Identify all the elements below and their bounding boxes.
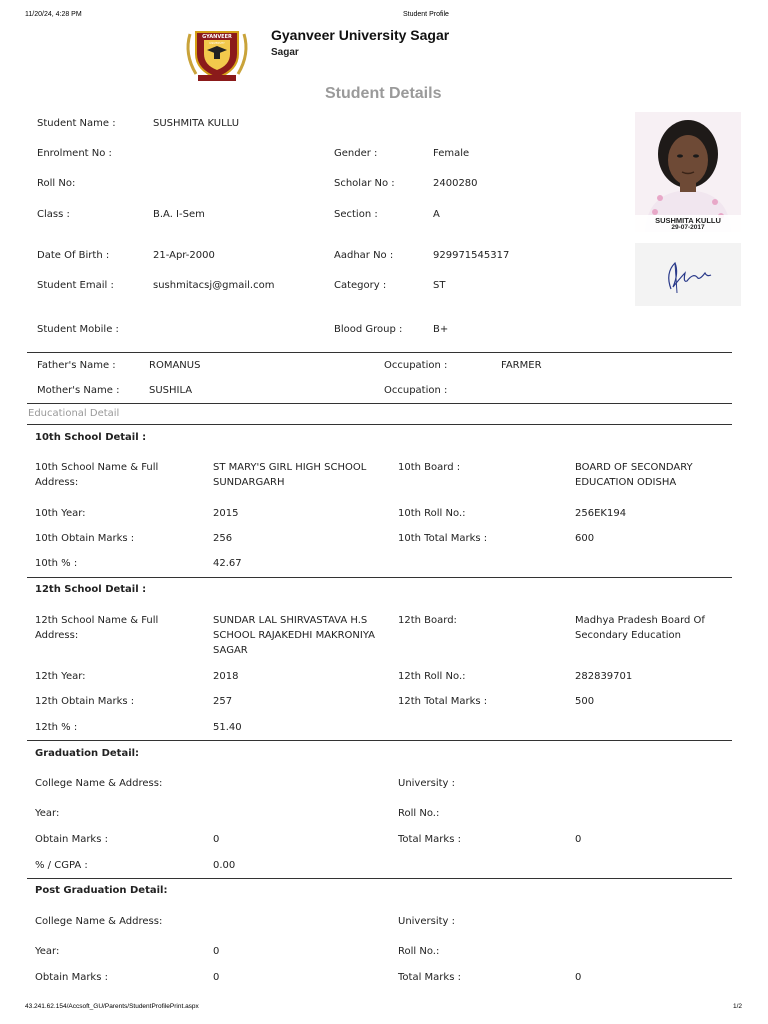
twelfth-school-value: SUNDAR LAL SHIRVASTAVA H.S SCHOOL RAJAKEDHI MAKRONIYA SAGAR (213, 615, 376, 656)
graduation-total-value: 0 (575, 834, 582, 845)
photo-caption-date: 29-07-2017 (671, 224, 705, 231)
twelfth-roll-value: 282839701 (575, 671, 633, 682)
graduation-roll-label: Roll No.: (398, 808, 440, 819)
aadhar-label: Aadhar No : (334, 250, 394, 261)
university-name: Gyanveer University Sagar (271, 27, 450, 43)
graduation-cgpa-label: % / CGPA : (35, 860, 88, 871)
class-label: Class : (37, 209, 70, 220)
tenth-school-label: 10th School Name & Full Address: (35, 462, 159, 488)
twelfth-school-label: 12th School Name & Full Address: (35, 615, 159, 641)
graduation-obtain-value: 0 (213, 834, 220, 845)
mother-name-value: SUSHILA (149, 385, 193, 396)
tenth-heading: 10th School Detail : (35, 432, 147, 443)
roll-label: Roll No: (37, 178, 76, 189)
twelfth-board-value: Madhya Pradesh Board Of Secondary Education (575, 615, 705, 641)
page-title: Student Details (325, 85, 442, 102)
twelfth-total-value: 500 (575, 696, 595, 707)
tenth-board-label: 10th Board : (398, 462, 461, 473)
mobile-label: Student Mobile : (37, 324, 119, 335)
twelfth-percent-value: 51.40 (213, 722, 242, 733)
twelfth-roll-label: 12th Roll No.: (398, 671, 466, 682)
print-page-title: Student Profile (403, 11, 449, 18)
section-value: A (433, 209, 440, 220)
pg-obtain-label: Obtain Marks : (35, 972, 108, 983)
class-value: B.A. I-Sem (153, 209, 205, 220)
divider (27, 424, 732, 425)
divider (27, 740, 732, 741)
pg-university-label: University : (398, 916, 455, 927)
enrolment-label: Enrolment No : (37, 148, 112, 159)
logo-text: GYANVEER (202, 34, 232, 40)
pg-roll-label: Roll No.: (398, 946, 440, 957)
tenth-year-label: 10th Year: (35, 508, 86, 519)
tenth-total-value: 600 (575, 533, 595, 544)
divider (27, 352, 732, 353)
graduation-year-label: Year: (35, 808, 60, 819)
pg-total-value: 0 (575, 972, 582, 983)
category-label: Category : (334, 280, 387, 291)
blood-group-value: B+ (433, 324, 449, 335)
student-signature (635, 243, 741, 306)
tenth-school-value: ST MARY'S GIRL HIGH SCHOOL SUNDARGARH (213, 462, 367, 488)
pg-college-label: College Name & Address: (35, 916, 163, 927)
category-value: ST (433, 280, 446, 291)
tenth-year-value: 2015 (213, 508, 239, 519)
email-value: sushmitacsj@gmail.com (153, 280, 275, 291)
mother-occupation-label: Occupation : (384, 385, 448, 396)
divider (27, 577, 732, 578)
twelfth-obtain-value: 257 (213, 696, 233, 707)
educational-detail-heading: Educational Detail (28, 408, 120, 419)
graduation-total-label: Total Marks : (398, 834, 461, 845)
tenth-board-value: BOARD OF SECONDARY EDUCATION ODISHA (575, 462, 693, 488)
print-timestamp: 11/20/24, 4:28 PM (25, 11, 82, 18)
tenth-roll-value: 256EK194 (575, 508, 627, 519)
tenth-percent-label: 10th % : (35, 558, 78, 569)
photo-caption-name: SUSHMITA KULLU (655, 216, 721, 225)
father-occupation-label: Occupation : (384, 360, 448, 371)
tenth-total-label: 10th Total Marks : (398, 533, 488, 544)
pg-obtain-value: 0 (213, 972, 220, 983)
tenth-obtain-label: 10th Obtain Marks : (35, 533, 135, 544)
father-name-value: ROMANUS (149, 360, 201, 371)
twelfth-board-label: 12th Board: (398, 615, 457, 626)
father-name-label: Father's Name : (37, 360, 116, 371)
twelfth-total-label: 12th Total Marks : (398, 696, 488, 707)
pg-total-label: Total Marks : (398, 972, 461, 983)
pg-year-label: Year: (35, 946, 60, 957)
graduation-cgpa-value: 0.00 (213, 860, 236, 871)
tenth-percent-value: 42.67 (213, 558, 242, 569)
father-occupation-value: FARMER (501, 360, 542, 371)
twelfth-year-label: 12th Year: (35, 671, 86, 682)
twelfth-year-value: 2018 (213, 671, 239, 682)
email-label: Student Email : (37, 280, 114, 291)
dob-value: 21-Apr-2000 (153, 250, 215, 261)
footer-page-number: 1/2 (733, 1003, 743, 1010)
student-photo (635, 112, 741, 232)
graduation-obtain-label: Obtain Marks : (35, 834, 108, 845)
student-name-label: Student Name : (37, 118, 116, 129)
pg-year-value: 0 (213, 946, 220, 957)
twelfth-heading: 12th School Detail : (35, 584, 147, 595)
section-label: Section : (334, 209, 378, 220)
dob-label: Date Of Birth : (37, 250, 110, 261)
twelfth-obtain-label: 12th Obtain Marks : (35, 696, 135, 707)
graduation-heading: Graduation Detail: (35, 748, 140, 759)
aadhar-value: 929971545317 (433, 250, 510, 261)
twelfth-percent-label: 12th % : (35, 722, 78, 733)
tenth-roll-label: 10th Roll No.: (398, 508, 466, 519)
divider (27, 403, 732, 404)
graduation-university-label: University : (398, 778, 455, 789)
scholar-value: 2400280 (433, 178, 478, 189)
blood-group-label: Blood Group : (334, 324, 403, 335)
university-city: Sagar (271, 47, 299, 58)
logo-subtext: UNIVERSITY (209, 42, 225, 45)
post-graduation-heading: Post Graduation Detail: (35, 885, 168, 896)
footer-url: 43.241.62.154/Accsoft_GU/Parents/StudentProfilePrint.aspx (25, 1003, 199, 1010)
tenth-obtain-value: 256 (213, 533, 233, 544)
gender-label: Gender : (334, 148, 378, 159)
university-logo (182, 24, 252, 84)
graduation-college-label: College Name & Address: (35, 778, 163, 789)
gender-value: Female (433, 148, 470, 159)
mother-name-label: Mother's Name : (37, 385, 120, 396)
divider (27, 878, 732, 879)
student-name-value: SUSHMITA KULLU (153, 118, 240, 129)
scholar-label: Scholar No : (334, 178, 395, 189)
